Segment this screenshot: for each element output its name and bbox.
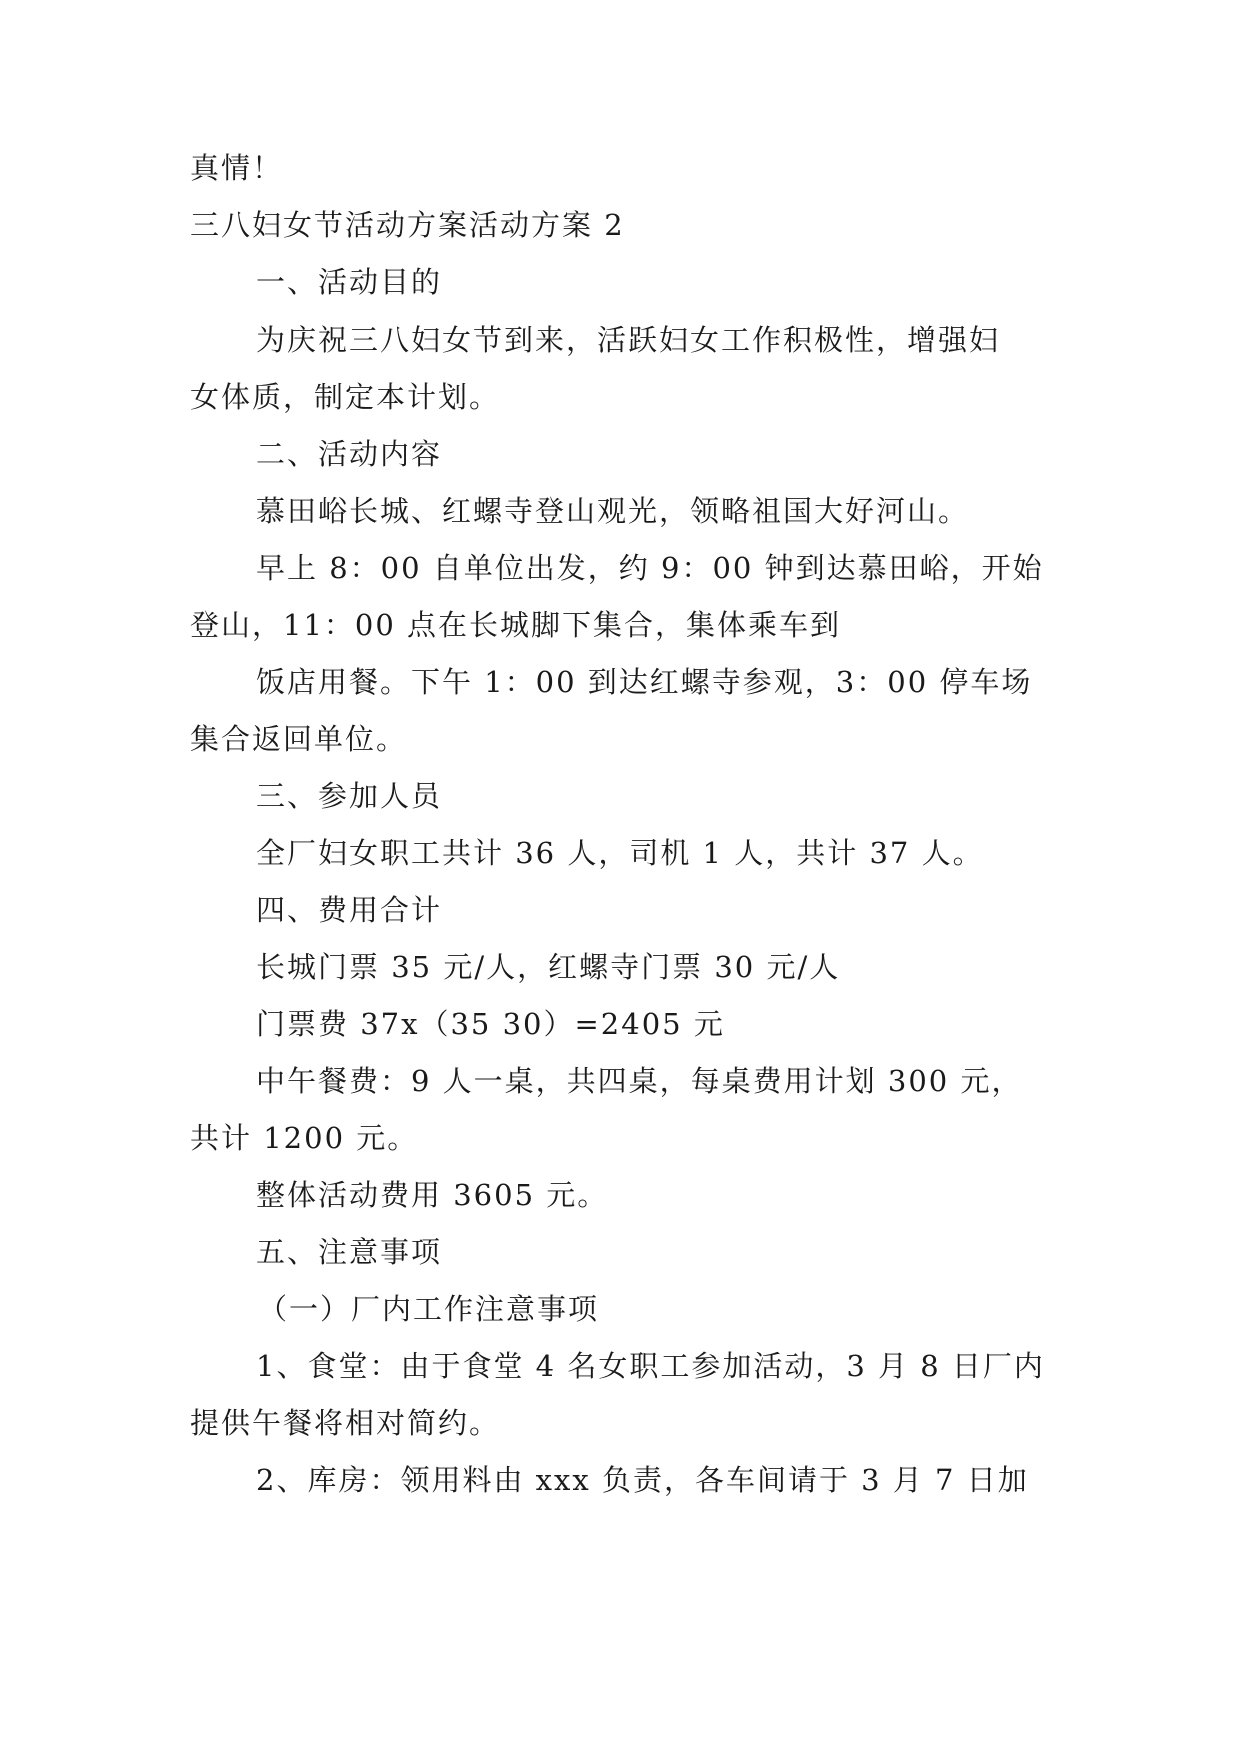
paragraph-line: 提供午餐将相对简约。 (190, 1406, 501, 1440)
paragraph-line: 整体活动费用 3605 元。 (256, 1178, 609, 1212)
paragraph-line: 慕田峪长城、红螺寺登山观光，领略祖国大好河山。 (256, 494, 970, 528)
document-title: 三八妇女节活动方案活动方案 2 (190, 208, 625, 242)
paragraph-line: 门票费 37x（35 30）=2405 元 (256, 1007, 725, 1041)
text-line: 真情！ (190, 151, 284, 185)
paragraph-line: 中午餐费：9 人一桌，共四桌，每桌费用计划 300 元， (256, 1064, 1023, 1098)
paragraph-line: 早上 8：00 自单位出发，约 9：00 钟到达慕田峪，开始 (256, 551, 1044, 585)
paragraph-line: 长城门票 35 元/人，红螺寺门票 30 元/人 (256, 950, 841, 984)
paragraph-line: 2、库房：领用料由 xxx 负责，各车间请于 3 月 7 日加 (256, 1463, 1029, 1497)
paragraph-line: 为庆祝三八妇女节到来，活跃妇女工作积极性，增强妇 (256, 323, 1001, 357)
section-heading: 四、费用合计 (256, 893, 443, 927)
paragraph-line: 集合返回单位。 (190, 722, 408, 756)
paragraph-line: 登山，11：00 点在长城脚下集合，集体乘车到 (190, 608, 842, 642)
paragraph-line: 全厂妇女职工共计 36 人，司机 1 人，共计 37 人。 (256, 836, 984, 870)
section-heading: 二、活动内容 (256, 437, 443, 471)
section-heading: 五、注意事项 (256, 1235, 443, 1269)
paragraph-line: 女体质，制定本计划。 (190, 380, 501, 414)
paragraph-line: 饭店用餐。下午 1：00 到达红螺寺参观，3：00 停车场 (256, 665, 1033, 699)
subsection-heading: （一）厂内工作注意事项 (258, 1292, 600, 1326)
section-heading: 三、参加人员 (256, 779, 443, 813)
paragraph-line: 1、食堂：由于食堂 4 名女职工参加活动，3 月 8 日厂内 (256, 1349, 1045, 1383)
section-heading: 一、活动目的 (256, 265, 443, 299)
paragraph-line: 共计 1200 元。 (190, 1121, 419, 1155)
